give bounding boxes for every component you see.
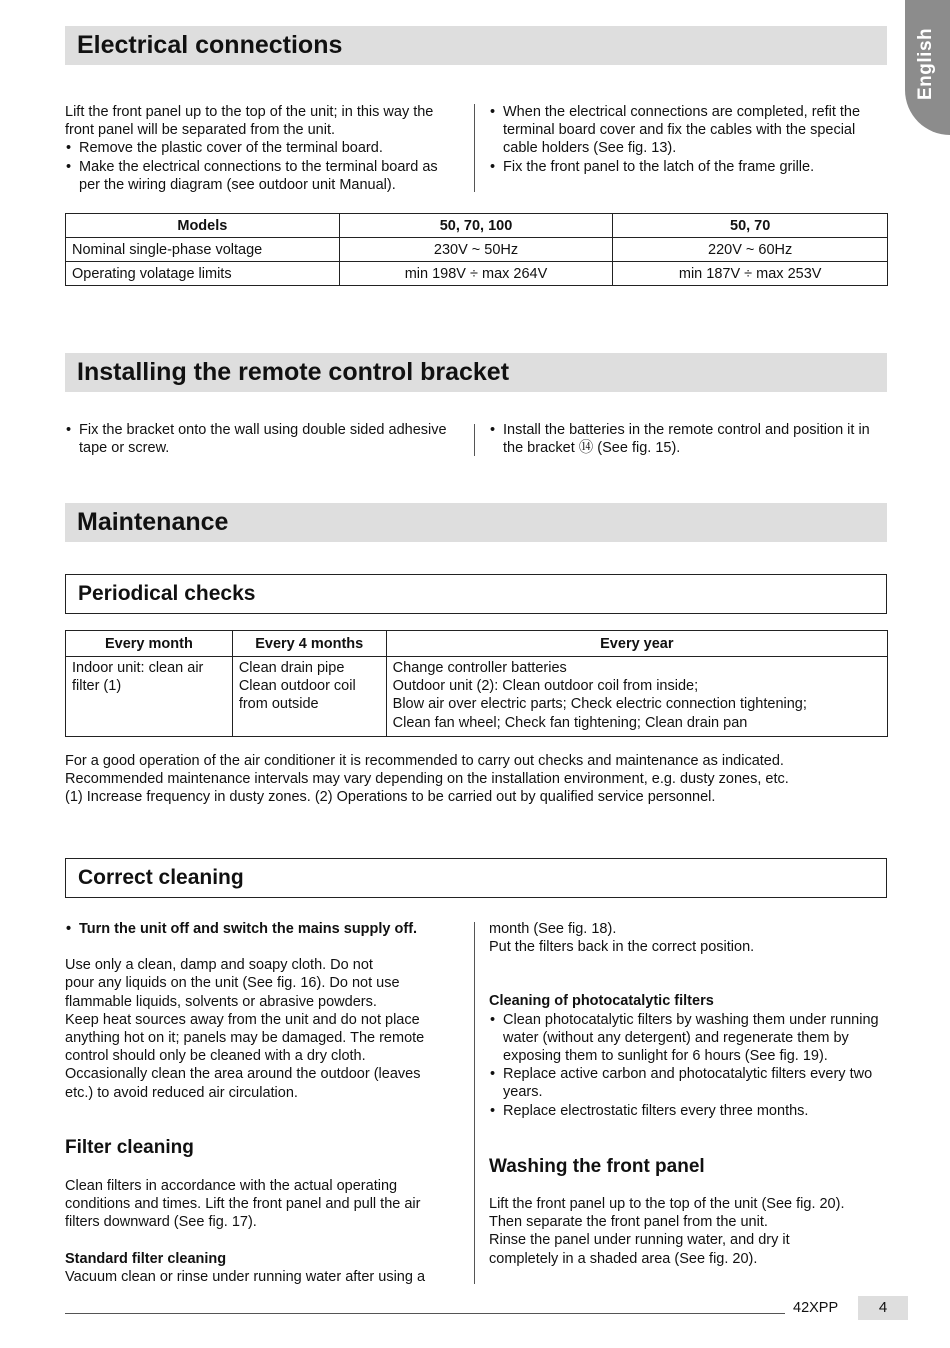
note-line: Recommended maintenance intervals may vary depending on the installation environment, e.g. dusty zones, etc. bbox=[65, 771, 789, 788]
text-line: Lift the front panel up to the top of the unit (See fig. 20). bbox=[489, 1196, 845, 1212]
remote-right-column bbox=[489, 421, 889, 457]
table-row bbox=[66, 238, 888, 262]
text-line: Use only a clean, damp and soapy cloth. Do not bbox=[65, 957, 373, 974]
text-line: Rinse the panel under running water, and dry it bbox=[489, 1232, 790, 1249]
text-line: pour any liquids on the unit (See fig. 16). Do not use bbox=[65, 975, 400, 992]
table-header: Every year bbox=[386, 631, 887, 657]
cell-line: Outdoor unit (2): Clean outdoor coil from inside; bbox=[392, 678, 699, 695]
table-cell: min 198V ÷ max 264V bbox=[339, 262, 613, 286]
electrical-bullet: • Remove the plastic cover of the terminal board. bbox=[65, 139, 460, 157]
note-line: For a good operation of the air conditioner it is recommended to carry out checks and maintenance as indicated. bbox=[65, 753, 784, 769]
text-line: etc.) to avoid reduced air circulation. bbox=[65, 1084, 298, 1101]
cleaning-left-column bbox=[65, 920, 465, 1102]
page-number: 4 bbox=[858, 1296, 908, 1320]
photocatalytic-bullet: • Replace electrostatic filters every three months. bbox=[489, 1102, 887, 1120]
text-line: Clean filters in accordance with the actual operating bbox=[65, 1178, 398, 1194]
remote-title: Installing the remote control bracket bbox=[77, 358, 510, 386]
remote-bullet: • Fix the bracket onto the wall using double sided adhesive tape or screw. bbox=[65, 421, 460, 457]
cell-line: Change controller batteries bbox=[392, 660, 567, 676]
table-cell bbox=[386, 657, 887, 737]
text-line: Occasionally clean the area around the outdoor (leaves bbox=[65, 1066, 421, 1083]
correct-cleaning-header bbox=[65, 858, 887, 898]
photocatalytic-title: Cleaning of photocatalytic filters bbox=[489, 993, 714, 1010]
cell-line: Indoor unit: clean air bbox=[72, 660, 204, 676]
footer-model: 42XPP bbox=[793, 1300, 839, 1316]
cell-line: Blow air over electric parts; Check electric connection tightening; bbox=[392, 696, 807, 713]
text-line: Keep heat sources away from the unit and do not place bbox=[65, 1011, 420, 1028]
table-header: 50, 70 bbox=[613, 214, 888, 238]
text-line: month (See fig. 18). bbox=[489, 921, 617, 937]
table-row bbox=[66, 262, 888, 286]
table-cell: min 187V ÷ max 253V bbox=[613, 262, 888, 286]
text-line: conditions and times. Lift the front panel and pull the air bbox=[65, 1196, 421, 1213]
language-tab-label: English bbox=[915, 27, 936, 100]
electrical-bullet: • Make the electrical connections to the terminal board as per the wiring diagram (see outdoor unit Manual). bbox=[65, 158, 460, 194]
cleaning-right-column bbox=[489, 920, 887, 1120]
column-divider bbox=[474, 922, 475, 1284]
table-header: 50, 70, 100 bbox=[339, 214, 613, 238]
remote-left-column bbox=[65, 421, 460, 457]
electrical-title: Electrical connections bbox=[77, 31, 343, 59]
electrical-bullet: • Fix the front panel to the latch of the frame grille. bbox=[489, 158, 884, 176]
maintenance-notes bbox=[65, 752, 895, 807]
column-divider bbox=[474, 104, 475, 192]
cell-line: from outside bbox=[238, 696, 319, 713]
table-header-row bbox=[66, 631, 888, 657]
maintenance-section-header bbox=[65, 503, 887, 542]
washing-front-panel-title: Washing the front panel bbox=[489, 1156, 705, 1177]
language-tab bbox=[905, 0, 950, 135]
photocatalytic-bullet: • Replace active carbon and photocatalytic filters every two years. bbox=[489, 1065, 887, 1101]
text-line: Then separate the front panel from the unit. bbox=[489, 1214, 768, 1231]
table-cell bbox=[66, 657, 233, 737]
table-header: Every month bbox=[66, 631, 233, 657]
table-header: Every 4 months bbox=[232, 631, 386, 657]
remote-bullet: • Install the batteries in the remote control and position it in the bracket ⑭ (See fig. 15). bbox=[489, 421, 889, 457]
text-line: flammable liquids, solvents or abrasive powders. bbox=[65, 993, 377, 1010]
cell-line: Clean fan wheel; Check fan tightening; Clean drain pan bbox=[392, 714, 748, 731]
electrical-intro: Lift the front panel up to the top of the unit; in this way the front panel will be separated from the unit. bbox=[65, 104, 434, 139]
table-cell: Operating volatage limits bbox=[66, 262, 340, 286]
table-cell: 220V ~ 60Hz bbox=[613, 238, 888, 262]
voltage-table bbox=[65, 213, 888, 286]
table-cell bbox=[232, 657, 386, 737]
photocatalytic-bullet: • Clean photocatalytic filters by washing them under running water (without any detergent) and regenerate them by exposing them to sunlight for 6 hours (See fig. 19). bbox=[489, 1011, 887, 1066]
maintenance-table bbox=[65, 630, 888, 737]
text-line: Vacuum clean or rinse under running water after using a bbox=[65, 1268, 426, 1285]
electrical-section-header bbox=[65, 26, 887, 65]
cell-line: Clean drain pipe bbox=[238, 660, 345, 676]
note-line: (1) Increase frequency in dusty zones. (2) Operations to be carried out by qualified service personnel. bbox=[65, 789, 716, 806]
warning-bullet: • Turn the unit off and switch the mains supply off. bbox=[65, 920, 465, 938]
remote-section-header bbox=[65, 353, 887, 392]
electrical-left-column bbox=[65, 103, 460, 194]
text-line: completely in a shaded area (See fig. 20). bbox=[489, 1250, 758, 1267]
text-line: anything hot on it; panels may be damaged. The remote bbox=[65, 1030, 425, 1047]
table-cell: Nominal single-phase voltage bbox=[66, 238, 340, 262]
periodical-checks-header bbox=[65, 574, 887, 614]
table-header-row bbox=[66, 214, 888, 238]
electrical-right-column bbox=[489, 103, 884, 176]
footer-rule bbox=[65, 1313, 785, 1314]
table-header: Models bbox=[66, 214, 340, 238]
filter-cleaning-title: Filter cleaning bbox=[65, 1137, 194, 1158]
periodical-title: Periodical checks bbox=[78, 582, 256, 605]
cell-line: Clean outdoor coil bbox=[238, 678, 356, 695]
cleaning-title: Correct cleaning bbox=[78, 866, 244, 889]
cell-line: filter (1) bbox=[72, 678, 122, 695]
washing-front-panel-text bbox=[489, 1195, 887, 1268]
electrical-bullet: • When the electrical connections are completed, refit the terminal board cover and fix the cables with the special cable holders (See fig. 13). bbox=[489, 103, 884, 158]
text-line: control should only be cleaned with a dry cloth. bbox=[65, 1048, 366, 1065]
table-cell: 230V ~ 50Hz bbox=[339, 238, 613, 262]
maintenance-title: Maintenance bbox=[77, 508, 229, 536]
column-divider bbox=[474, 424, 475, 456]
text-line: filters downward (See fig. 17). bbox=[65, 1214, 257, 1231]
standard-filter-title: Standard filter cleaning bbox=[65, 1250, 227, 1267]
text-line: Put the filters back in the correct position. bbox=[489, 939, 755, 956]
filter-cleaning-text bbox=[65, 1177, 465, 1286]
table-row bbox=[66, 657, 888, 737]
